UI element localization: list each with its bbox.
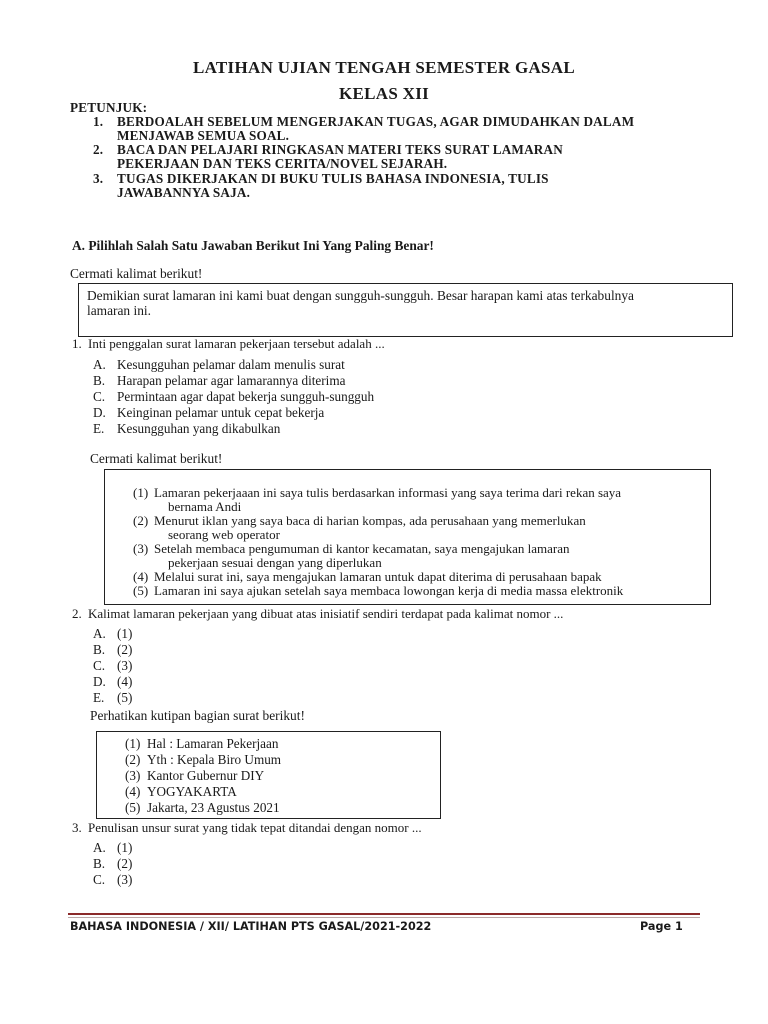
q2-sentence-item: (3) Setelah membaca pengumuman di kantor kecamatan, saya mengajukan lamaran pekerjaan sesuai dengan yang diperlukan xyxy=(133,541,570,570)
q3-letter-item: (2) Yth : Kepala Biro Umum xyxy=(125,752,282,767)
q3-option-c[interactable]: C. (3) xyxy=(93,872,133,887)
instruction-text: BACA DAN PELAJARI RINGKASAN MATERI TEKS SURAT LAMARAN PEKERJAAN DAN TEKS CERITA/NOVEL SEJARAH. xyxy=(117,142,563,171)
q2-sentence-item: (1) Lamaran pekerjaaan ini saya tulis berdasarkan informasi yang saya terima dari rekan saya bernama Andi xyxy=(133,485,622,514)
q2-option-b[interactable]: B. (2) xyxy=(93,642,133,657)
q1-option-b[interactable]: B. Harapan pelamar agar lamarannya diterima xyxy=(93,373,346,388)
q3-option-a[interactable]: A. (1) xyxy=(93,840,133,855)
page-subtitle: KELAS XII xyxy=(338,84,430,103)
q3-option-b[interactable]: B. (2) xyxy=(93,856,133,871)
q2-sentence-item: (4) Melalui surat ini, saya mengajukan lamaran untuk dapat diterima di perusahaan bapak xyxy=(133,569,602,584)
footer-rule xyxy=(68,913,700,915)
section-heading: A. Pilihlah Salah Satu Jawaban Berikut Ini Yang Paling Benar! xyxy=(72,238,434,253)
instruction-number: 1. xyxy=(93,114,104,129)
q3-letter-item: (3) Kantor Gubernur DIY xyxy=(125,768,265,783)
page-title: LATIHAN UJIAN TENGAH SEMESTER GASAL xyxy=(192,58,576,77)
instruction-text: TUGAS DIKERJAKAN DI BUKU TULIS BAHASA INDONESIA, TULIS JAWABANNYA SAJA. xyxy=(117,171,549,200)
instruction-number: 3. xyxy=(93,171,104,186)
q2-option-e[interactable]: E. (5) xyxy=(93,690,133,705)
q1-intro: Cermati kalimat berikut! xyxy=(70,266,203,281)
q2-option-c[interactable]: C. (3) xyxy=(93,658,133,673)
q1-quote-box xyxy=(78,283,733,337)
q2-option-d[interactable]: D. (4) xyxy=(93,674,133,689)
q3-intro: Perhatikan kutipan bagian surat berikut! xyxy=(90,708,305,723)
footer-rule-thin xyxy=(68,917,700,918)
q1-option-c[interactable]: C. Permintaan agar dapat bekerja sungguh-sungguh xyxy=(93,389,375,404)
q1-quote-text: Demikian surat lamaran ini kami buat dengan sungguh-sungguh. Besar harapan kami atas terkabulnya lamaran ini. xyxy=(87,288,634,318)
instructions-heading: PETUNJUK: xyxy=(70,100,148,115)
instruction-number: 2. xyxy=(93,142,104,157)
q2-intro: Cermati kalimat berikut! xyxy=(90,451,223,466)
q2-sentence-box xyxy=(104,469,711,605)
q3-letter-item: (4) YOGYAKARTA xyxy=(125,784,237,799)
q1-option-a[interactable]: A. Kesungguhan pelamar dalam menulis surat xyxy=(93,357,345,372)
q2-sentence-item: (2) Menurut iklan yang saya baca di harian kompas, ada perusahaan yang memerlukan seorang web operator xyxy=(133,513,586,542)
q1-option-e[interactable]: E. Kesungguhan yang dikabulkan xyxy=(93,421,281,436)
footer-text: BAHASA INDONESIA / XII/ LATIHAN PTS GASAL/2021-2022 xyxy=(70,920,432,933)
q1-question: 1. Inti penggalan surat lamaran pekerjaan tersebut adalah ... xyxy=(72,336,385,351)
instruction-text: BERDOALAH SEBELUM MENGERJAKAN TUGAS, AGAR DIMUDAHKAN DALAM MENJAWAB SEMUA SOAL. xyxy=(117,114,635,143)
q2-sentence-item: (5) Lamaran ini saya ajukan setelah saya membaca lowongan kerja di media massa elektronik xyxy=(133,583,624,598)
q3-letter-item: (5) Jakarta, 23 Agustus 2021 xyxy=(125,800,280,815)
q1-option-d[interactable]: D. Keinginan pelamar untuk cepat bekerja xyxy=(93,405,325,420)
q3-letter-item: (1) Hal : Lamaran Pekerjaan xyxy=(125,736,279,751)
q3-letter-box xyxy=(96,731,441,819)
page-number: Page 1 xyxy=(640,920,683,933)
q3-question: 3. Penulisan unsur surat yang tidak tepat ditandai dengan nomor ... xyxy=(72,820,422,835)
q2-question: 2. Kalimat lamaran pekerjaan yang dibuat atas inisiatif sendiri terdapat pada kalimat nomor ... xyxy=(72,606,564,621)
q2-option-a[interactable]: A. (1) xyxy=(93,626,133,641)
